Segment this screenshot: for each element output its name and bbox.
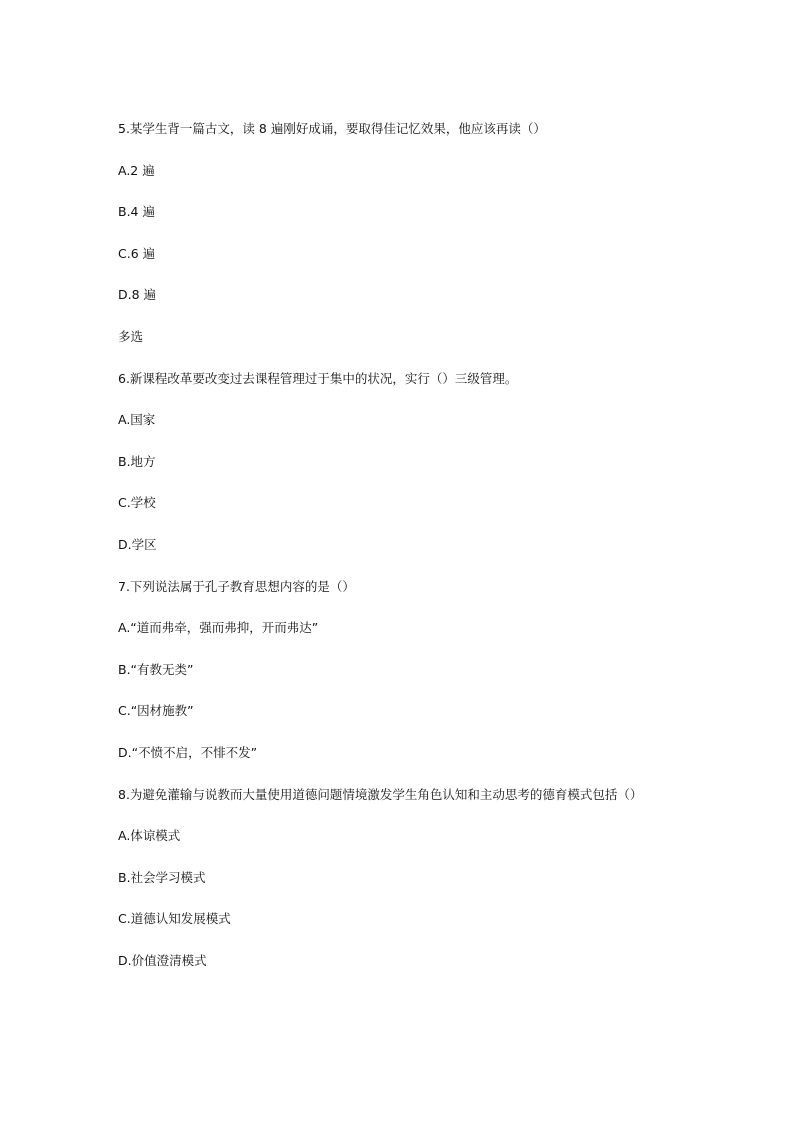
- question-7: 7.下列说法属于孔子教育思想内容的是（）: [118, 578, 355, 594]
- option-c: C.“因材施教”: [118, 703, 194, 719]
- option-b: B.地方: [118, 453, 156, 469]
- option-a: A.国家: [118, 412, 156, 428]
- option-d: D.8 遍: [118, 287, 157, 303]
- option-c: C.6 遍: [118, 245, 156, 261]
- question-8: 8.为避免灌输与说教而大量使用道德问题情境激发学生角色认知和主动思考的德育模式包括（）: [118, 786, 643, 802]
- option-a: A.2 遍: [118, 162, 155, 178]
- option-d: D.学区: [118, 536, 157, 552]
- question-6: 6.新课程改革要改变过去课程管理过于集中的状况，实行（）三级管理。: [118, 370, 518, 386]
- option-b: B.“有教无类”: [118, 661, 194, 677]
- option-a: A.体谅模式: [118, 828, 181, 844]
- option-c: C.道德认知发展模式: [118, 911, 231, 927]
- option-b: B.4 遍: [118, 204, 155, 220]
- option-b: B.社会学习模式: [118, 869, 206, 885]
- option-a: A.“道而弗牵，强而弗抑，开而弗达”: [118, 620, 319, 636]
- document-page: [118, 118, 693, 991]
- option-d: D.价值澄清模式: [118, 952, 207, 968]
- option-c: C.学校: [118, 495, 156, 511]
- section-heading-multiple-choice: 多选: [118, 328, 144, 344]
- question-5: 5.某学生背一篇古文，读 8 遍刚好成诵，要取得佳记忆效果，他应该再读（）: [118, 121, 546, 136]
- option-d: D.“不愤不启，不悱不发”: [118, 744, 258, 760]
